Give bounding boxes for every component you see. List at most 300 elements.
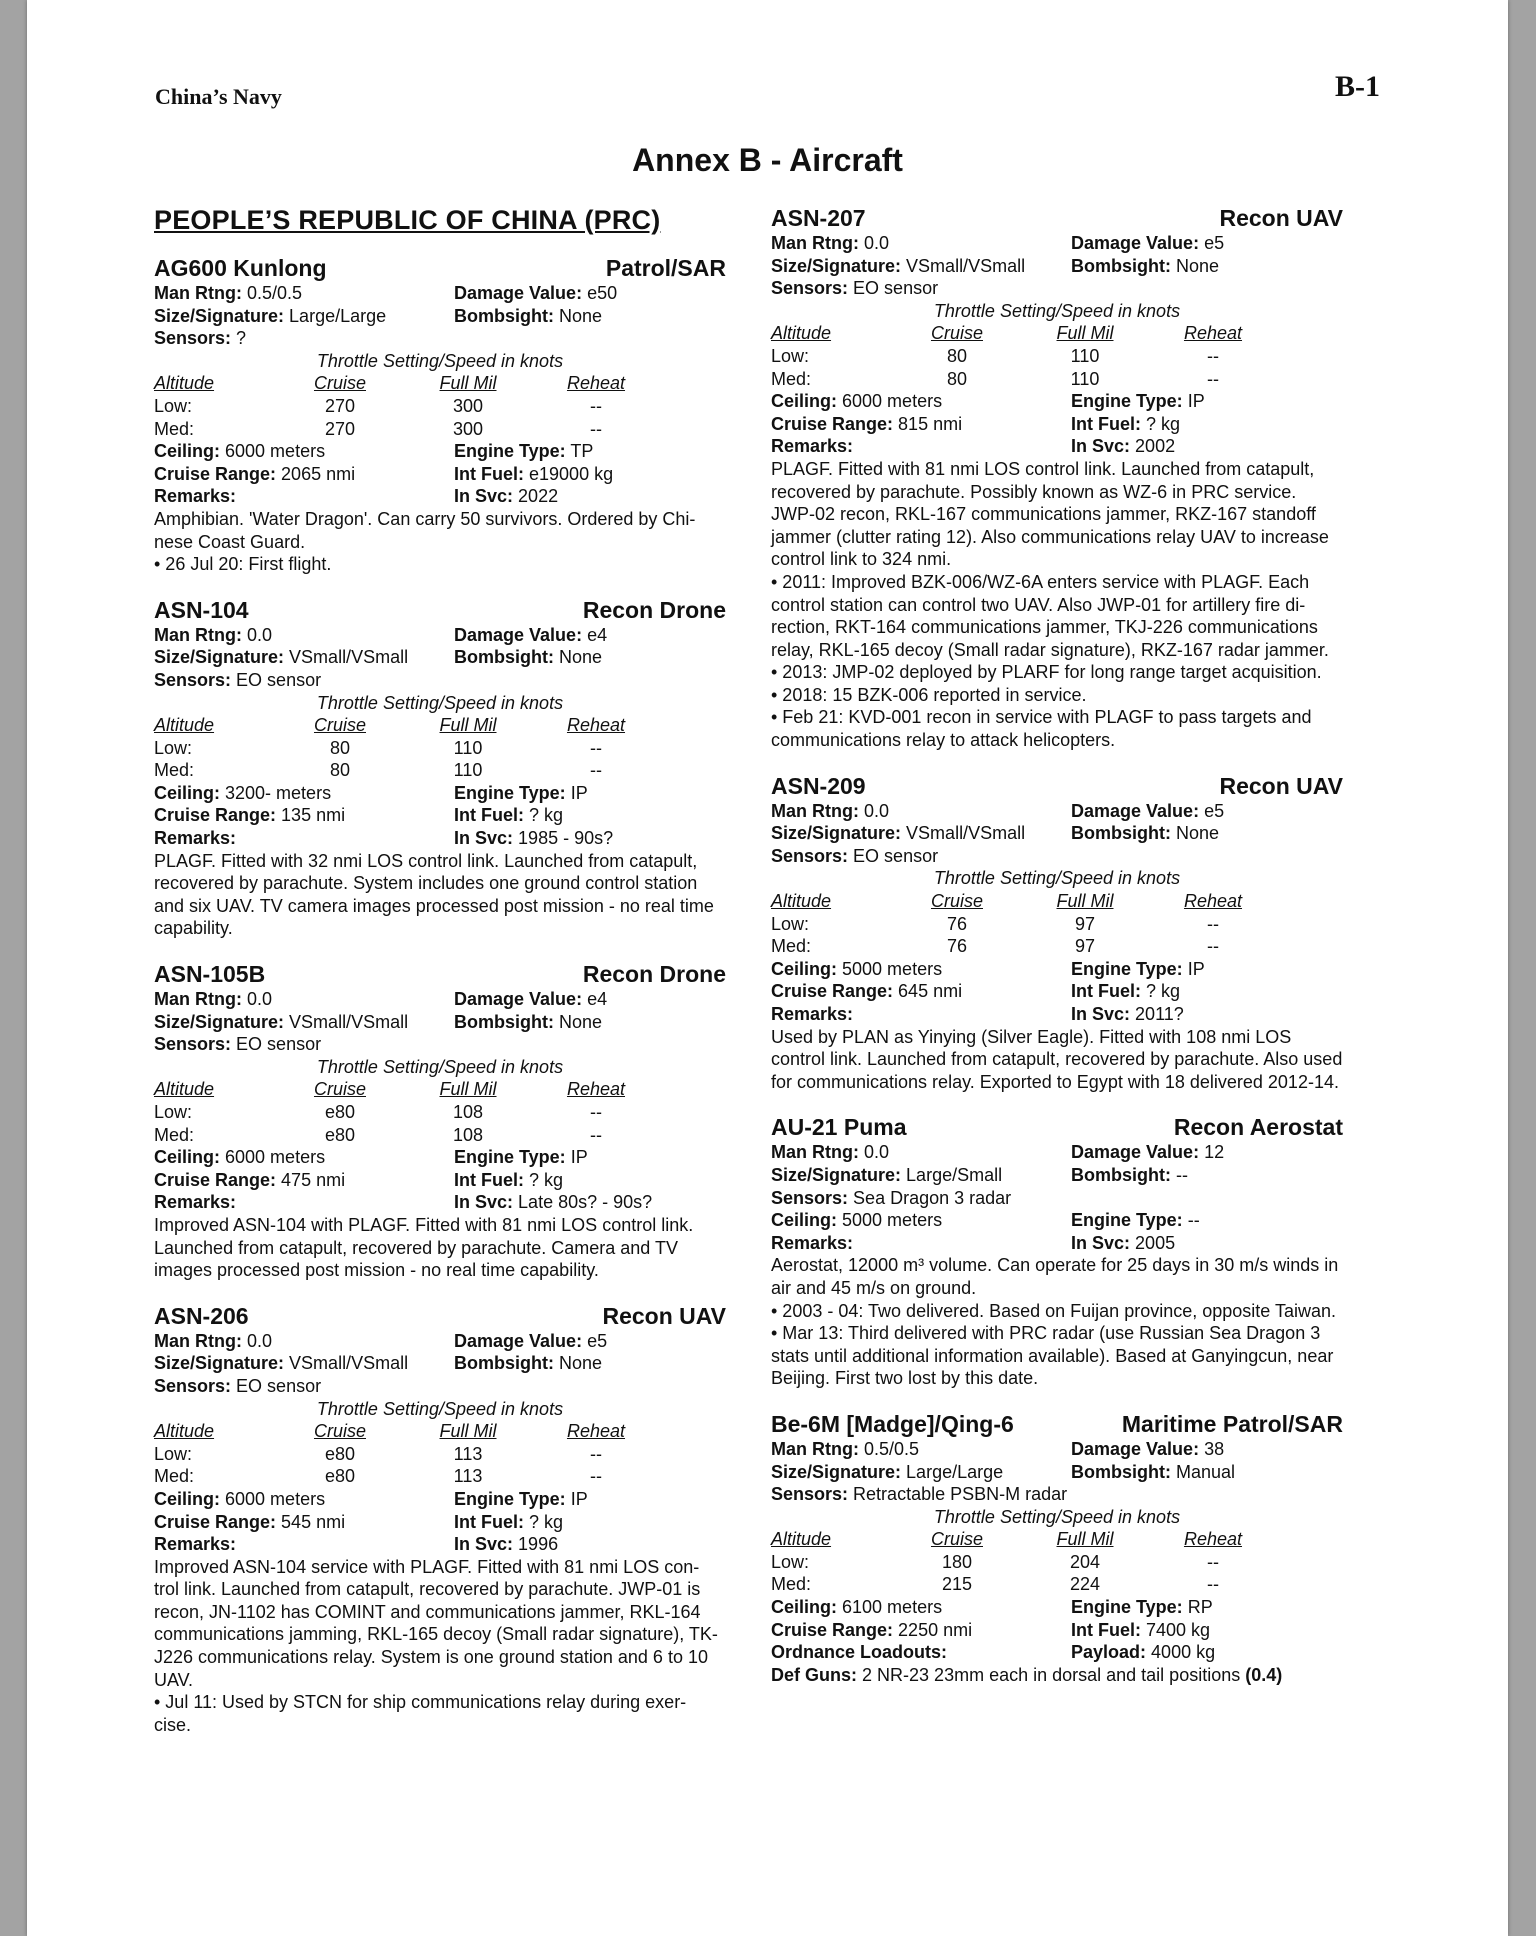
speed-row [154, 418, 726, 441]
cruise-range [771, 1619, 1071, 1642]
left-column [154, 204, 726, 1756]
field-row [771, 413, 1343, 436]
field-value: e50 [587, 283, 618, 303]
field-row [771, 1438, 1343, 1461]
field-value: 38 [1204, 1438, 1225, 1459]
field-value: 0.5/0.5 [247, 283, 303, 303]
aircraft-type: Recon Drone [582, 596, 726, 623]
field-value: 475 nmi [281, 1169, 346, 1190]
field-value: None [1176, 823, 1220, 844]
field-row [154, 1169, 726, 1192]
field-label: Bombsight: [1071, 1164, 1171, 1185]
field-label: Int Fuel: [454, 1511, 524, 1532]
field-value: None [559, 647, 603, 668]
bombsight [1071, 255, 1219, 278]
speed-reheat: -- [1207, 913, 1219, 934]
field-value: Sea Dragon 3 radar [853, 1187, 1012, 1208]
engine-type [454, 440, 593, 463]
field-value: 2002 [1135, 436, 1176, 457]
field-label: Remarks: [154, 486, 237, 507]
field-label: Damage Value: [1071, 233, 1200, 253]
field-label: Cruise Range: [771, 413, 894, 434]
int-fuel [1071, 1619, 1210, 1642]
field-value: 0.5/0.5 [864, 1438, 920, 1459]
field-row [154, 1146, 726, 1169]
in-svc [454, 827, 613, 850]
speed-row [771, 935, 1343, 958]
field-value: e5 [1204, 800, 1225, 821]
field-row [154, 463, 726, 486]
aircraft-type: Recon UAV [602, 1302, 726, 1329]
field-value: 12 [1204, 1142, 1225, 1163]
col-full-mil: Full Mil [439, 715, 497, 736]
size-signature [154, 1011, 454, 1034]
speed-reheat: -- [590, 760, 602, 781]
speed-row [154, 395, 726, 418]
throttle-caption: Throttle Setting/Speed in knots [933, 868, 1181, 889]
field-label: Sensors: [154, 328, 232, 349]
speed-altitude: Low: [771, 913, 810, 934]
remarks-label [771, 1003, 1071, 1026]
field-label: Damage Value: [1071, 1438, 1200, 1459]
engine-type [1071, 1596, 1213, 1619]
field-label: Remarks: [771, 1004, 854, 1024]
field-value: None [1176, 255, 1220, 276]
speed-cruise: 180 [941, 1551, 973, 1572]
aircraft-entry [154, 960, 726, 1282]
speed-reheat: -- [590, 737, 602, 758]
field-label: Int Fuel: [1071, 413, 1141, 434]
man-rtng [771, 800, 1071, 823]
field-label: Remarks: [771, 1232, 854, 1253]
speed-full-mil: 110 [453, 737, 483, 758]
field-label: Size/Signature: [154, 1353, 285, 1374]
speed-cruise: 76 [946, 913, 968, 934]
field-value: 5000 meters [842, 1210, 943, 1231]
field-label: Size/Signature: [154, 1011, 285, 1032]
field-value: EO sensor [236, 669, 322, 690]
field-label: Size/Signature: [771, 1164, 902, 1185]
entry-title [771, 204, 1343, 232]
field-value: IP [570, 1147, 588, 1168]
field-label: Bombsight: [454, 647, 554, 668]
field-label: Bombsight: [1071, 823, 1171, 844]
field-value: 6100 meters [842, 1597, 943, 1618]
field-label: Damage Value: [1071, 1142, 1200, 1163]
field-label: Bombsight: [454, 305, 554, 326]
sensors [154, 669, 726, 692]
field-label: Size/Signature: [154, 305, 285, 326]
field-value: 2065 nmi [281, 463, 356, 484]
speed-reheat: -- [1207, 1551, 1219, 1572]
speed-full-mil: 97 [1074, 936, 1096, 957]
col-cruise: Cruise [930, 323, 983, 344]
field-row [154, 1511, 726, 1534]
speed-cruise: e80 [324, 1102, 356, 1122]
col-reheat: Reheat [566, 1421, 626, 1442]
entry-title [154, 254, 726, 282]
field-row [771, 232, 1343, 255]
ceiling [154, 1488, 454, 1511]
entry-title [154, 1302, 726, 1330]
field-label: Size/Signature: [771, 1461, 902, 1482]
field-value: VSmall/VSmall [289, 647, 409, 668]
aircraft-type: Recon UAV [1219, 205, 1343, 231]
col-cruise: Cruise [313, 715, 366, 736]
field-label: Ceiling: [771, 391, 837, 412]
size-signature [771, 1164, 1071, 1187]
field-label: Bombsight: [1071, 1461, 1171, 1482]
field-label: Ceiling: [154, 782, 220, 803]
field-value: 0.0 [864, 1142, 890, 1163]
speed-cruise: 215 [941, 1574, 973, 1595]
speed-table-header [154, 372, 726, 395]
speed-full-mil: 110 [1070, 368, 1100, 389]
remarks-text: Improved ASN-104 with PLAGF. Fitted with 81 nmi LOS control link. Launched from catapult, recovered by parachute. Camera and TV images processed post mission - no real time capability. [154, 1214, 694, 1281]
man-rtng [154, 624, 454, 647]
col-full-mil: Full Mil [1056, 323, 1114, 344]
speed-cruise: 80 [329, 737, 351, 758]
size-signature [771, 1461, 1071, 1484]
engine-type [1071, 1209, 1200, 1232]
speed-row [154, 1101, 726, 1124]
field-label: Man Rtng: [154, 989, 242, 1010]
throttle-caption: Throttle Setting/Speed in knots [316, 350, 564, 371]
field-value: IP [570, 782, 588, 803]
aircraft-name: ASN-206 [154, 1302, 249, 1329]
speed-full-mil: 97 [1074, 913, 1096, 934]
entry-title [154, 960, 726, 988]
field-value: e4 [587, 989, 608, 1010]
aircraft-name: ASN-209 [771, 772, 866, 799]
ceiling [154, 782, 454, 805]
remarks-label [771, 1232, 1071, 1255]
field-value: None [559, 1011, 603, 1032]
field-value: 5000 meters [842, 958, 943, 979]
field-label: Ceiling: [154, 441, 220, 462]
entry-title [771, 772, 1343, 800]
bombsight [454, 1011, 602, 1034]
field-label: Engine Type: [1071, 1597, 1183, 1618]
field-value: ? kg [529, 1511, 564, 1532]
field-label: Remarks: [771, 436, 854, 457]
throttle-caption: Throttle Setting/Speed in knots [316, 1056, 564, 1077]
damage-value [1071, 232, 1224, 255]
field-label: Size/Signature: [771, 255, 902, 276]
speed-row [771, 1551, 1343, 1574]
man-rtng [154, 282, 454, 305]
col-altitude: Altitude [154, 1079, 215, 1100]
field-row [771, 1141, 1343, 1164]
field-value: 815 nmi [898, 413, 963, 434]
aircraft-entry [771, 1410, 1343, 1687]
field-label: Ceiling: [771, 1597, 837, 1618]
speed-full-mil: 113 [453, 1443, 483, 1464]
field-value: Manual [1176, 1461, 1236, 1482]
col-reheat: Reheat [566, 715, 626, 736]
annex-title: Annex B - Aircraft [632, 142, 903, 178]
aircraft-type: Recon Drone [582, 961, 726, 988]
field-value: 2011? [1135, 1004, 1184, 1024]
col-altitude: Altitude [154, 715, 215, 736]
field-row [771, 255, 1343, 278]
speed-table-header [154, 1078, 726, 1101]
cruise-range [154, 463, 454, 486]
field-row [154, 485, 726, 508]
field-value: None [559, 1353, 603, 1374]
speed-full-mil: 108 [452, 1102, 484, 1122]
speed-reheat: -- [1207, 936, 1219, 957]
field-label: Ceiling: [771, 958, 837, 979]
bombsight [454, 305, 602, 328]
aircraft-entry [771, 1113, 1343, 1390]
field-label: Engine Type: [454, 1147, 566, 1168]
sensors [771, 1187, 1343, 1210]
field-value: -- [1176, 1164, 1188, 1185]
field-label: Sensors: [771, 1187, 849, 1208]
field-label: Remarks: [154, 1192, 237, 1213]
field-label: In Svc: [454, 486, 514, 507]
speed-row [771, 345, 1343, 368]
field-row [771, 1641, 1343, 1664]
remarks-label [154, 827, 454, 850]
field-value: e19000 kg [529, 463, 614, 484]
speed-reheat: -- [590, 1443, 602, 1464]
size-signature [154, 646, 454, 669]
page-number: B-1 [1335, 70, 1380, 103]
field-value: ? kg [1146, 413, 1181, 434]
field-value: EO sensor [236, 1034, 322, 1055]
speed-reheat: -- [590, 1466, 602, 1487]
int-fuel [454, 1511, 563, 1534]
speed-altitude: Med: [154, 760, 195, 781]
int-fuel [454, 1169, 563, 1192]
aircraft-entry [154, 1302, 726, 1737]
field-label: Engine Type: [1071, 1210, 1183, 1231]
speed-cruise: 270 [324, 395, 356, 416]
in-svc [1071, 435, 1175, 458]
bombsight [454, 1352, 602, 1375]
aircraft-entry [154, 596, 726, 940]
cruise-range [771, 413, 1071, 436]
field-label: Cruise Range: [154, 1511, 277, 1532]
field-row [771, 1461, 1343, 1484]
def-guns-rating: (0.4) [1245, 1664, 1283, 1685]
field-value: 0.0 [864, 233, 890, 253]
speed-altitude: Med: [154, 1124, 195, 1145]
field-value: 7400 kg [1146, 1619, 1211, 1640]
field-label: Man Rtng: [154, 624, 242, 645]
document-page [27, 0, 1508, 1936]
sensors [771, 1483, 1343, 1506]
field-label: Payload: [1071, 1642, 1147, 1663]
col-cruise: Cruise [930, 1529, 983, 1550]
engine-type [1071, 958, 1205, 981]
damage-value [454, 624, 607, 647]
speed-row [154, 1465, 726, 1488]
ceiling [771, 390, 1071, 413]
field-value: 0.0 [247, 624, 273, 645]
field-label: Engine Type: [1071, 958, 1183, 979]
speed-full-mil: 300 [452, 418, 484, 439]
field-label: Size/Signature: [771, 823, 902, 844]
speed-cruise: 80 [329, 760, 351, 781]
speed-row [154, 1443, 726, 1466]
remarks-text: • Feb 21: KVD-001 recon in service with PLAGF to pass targets and communications relay to attack helicopters. [771, 707, 1312, 751]
field-label: Engine Type: [454, 782, 566, 803]
speed-row [154, 1124, 726, 1147]
speed-table-header [771, 322, 1343, 345]
aircraft-name: AG600 Kunlong [154, 255, 327, 281]
field-value: 1996 [518, 1534, 559, 1555]
field-label: Def Guns: [771, 1664, 858, 1685]
field-value: None [559, 305, 603, 326]
throttle-caption: Throttle Setting/Speed in knots [316, 692, 564, 713]
aircraft-type: Maritime Patrol/SAR [1121, 1410, 1343, 1437]
aircraft-name: Be-6M [Madge]/Qing-6 [771, 1410, 1014, 1437]
man-rtng [771, 1141, 1071, 1164]
remarks-text: • 2011: Improved BZK-006/WZ-6A enters service with PLAGF. Each control station can control two UAV. Also JWP-01 for artillery fire di- rection, RKT-164 communications jammer, TKJ-226 communications relay, RKL-165 decoy (Small radar signature), RKZ-167 radar jammer. [771, 571, 1329, 660]
field-label: Int Fuel: [454, 805, 524, 826]
field-value: 1985 - 90s? [518, 828, 614, 849]
field-label: Int Fuel: [454, 1169, 524, 1190]
field-value: 545 nmi [281, 1511, 346, 1532]
col-full-mil: Full Mil [1056, 891, 1114, 912]
col-cruise: Cruise [313, 1421, 366, 1442]
size-signature [771, 255, 1071, 278]
ceiling [154, 1146, 454, 1169]
speed-row [154, 759, 726, 782]
col-altitude: Altitude [771, 323, 832, 344]
remarks-text: PLAGF. Fitted with 81 nmi LOS control link. Launched from catapult, recovered by parachute. Possibly known as WZ-6 in PRC service. JWP-02 recon, RKL-167 communications jammer, RKZ-167 standoff jammer (clutter rating 12). Also communications relay UAV to increase control link to 324 nmi. [771, 458, 1329, 570]
entry-title [154, 596, 726, 624]
speed-cruise: e80 [324, 1466, 356, 1487]
field-label: Man Rtng: [771, 233, 859, 253]
speed-altitude: Med: [771, 1574, 812, 1595]
aircraft-type: Recon UAV [1219, 772, 1343, 799]
speed-row [771, 368, 1343, 391]
field-label: Sensors: [771, 278, 849, 299]
in-svc [454, 1533, 558, 1556]
field-row [771, 390, 1343, 413]
throttle-caption: Throttle Setting/Speed in knots [316, 1398, 564, 1419]
field-label: Cruise Range: [771, 1619, 894, 1640]
bombsight [1071, 822, 1219, 845]
field-value: 2022 [518, 486, 559, 507]
field-row [771, 1003, 1343, 1026]
sensors [154, 1375, 726, 1398]
speed-cruise: 270 [324, 418, 356, 439]
field-label: Damage Value: [454, 1330, 583, 1351]
damage-value [454, 988, 607, 1011]
cruise-range [771, 980, 1071, 1003]
country-heading: PEOPLE’S REPUBLIC OF CHINA (PRC) [154, 205, 661, 235]
field-value: 0.0 [247, 989, 273, 1010]
speed-reheat: -- [590, 418, 602, 439]
field-value: ? kg [529, 1169, 564, 1190]
field-label: Damage Value: [454, 624, 583, 645]
speed-row [771, 913, 1343, 936]
speed-reheat: -- [590, 1102, 602, 1122]
speed-table-header [154, 1420, 726, 1443]
sensors [771, 277, 1343, 300]
speed-table-header [154, 714, 726, 737]
speed-table-header [771, 890, 1343, 913]
field-value: 6000 meters [225, 1147, 326, 1168]
field-label: Int Fuel: [1071, 1619, 1141, 1640]
field-value: Large/Small [906, 1164, 1003, 1185]
field-label: Remarks: [154, 1534, 237, 1555]
field-label: Cruise Range: [771, 981, 894, 1002]
field-row [154, 282, 726, 305]
speed-row [154, 737, 726, 760]
speed-table-header [771, 1528, 1343, 1551]
field-label: Bombsight: [1071, 255, 1171, 276]
bombsight [1071, 1461, 1235, 1484]
field-value: Large/Large [289, 305, 387, 326]
field-value: RP [1187, 1597, 1213, 1618]
field-label: Ceiling: [154, 1488, 220, 1509]
field-label: Size/Signature: [154, 647, 285, 668]
speed-row [771, 1573, 1343, 1596]
field-row [154, 1191, 726, 1214]
field-label: Man Rtng: [771, 1142, 859, 1163]
field-label: Cruise Range: [154, 1169, 277, 1190]
payload [1071, 1641, 1215, 1664]
speed-altitude: Med: [771, 368, 812, 389]
field-value: 6000 meters [842, 391, 943, 412]
engine-type [454, 782, 588, 805]
field-label: Damage Value: [454, 283, 583, 303]
field-label: Engine Type: [454, 441, 566, 462]
speed-altitude: Low: [154, 1443, 193, 1464]
int-fuel [454, 463, 613, 486]
field-value: -- [1187, 1210, 1200, 1231]
int-fuel [454, 804, 563, 827]
field-row [154, 827, 726, 850]
in-svc [454, 1191, 652, 1214]
field-value: 645 nmi [898, 981, 963, 1002]
damage-value [454, 282, 617, 305]
ceiling [771, 1209, 1071, 1232]
remarks-text: • Mar 13: Third delivered with PRC radar (use Russian Sea Dragon 3 stats until additional information available). Based at Ganyingcun, near Beijing. First two lost by this date. [771, 1323, 1334, 1389]
throttle-caption: Throttle Setting/Speed in knots [933, 300, 1181, 321]
field-label: In Svc: [454, 1534, 514, 1555]
field-row [154, 988, 726, 1011]
field-value: e5 [1204, 233, 1225, 253]
field-label: Sensors: [771, 845, 849, 866]
cruise-range [154, 1169, 454, 1192]
field-label: Int Fuel: [1071, 981, 1141, 1002]
col-altitude: Altitude [771, 1529, 832, 1550]
aircraft-entry [771, 772, 1343, 1094]
col-reheat: Reheat [1183, 891, 1243, 912]
man-rtng [771, 1438, 1071, 1461]
field-value: IP [1187, 391, 1205, 412]
remarks-text: Improved ASN-104 service with PLAGF. Fitted with 81 nmi LOS con- trol link. Launched from catapult, recovered by parachute. JWP-01 is recon, JN-1102 has COMINT and communications jammer, RKL-164 communications jamming, RKL-165 decoy (Small radar signature), TK-J226 communications relay. System is one ground station and 6 to 10 UAV. [154, 1556, 718, 1690]
col-reheat: Reheat [566, 373, 626, 394]
in-svc [454, 485, 558, 508]
remarks-label [154, 485, 454, 508]
field-value: 6000 meters [225, 1488, 326, 1509]
speed-reheat: -- [590, 395, 602, 416]
speed-cruise: e80 [324, 1124, 356, 1145]
field-label: Sensors: [771, 1484, 849, 1505]
speed-altitude: Med: [771, 936, 812, 957]
field-row [771, 1619, 1343, 1642]
field-value: Late 80s? - 90s? [518, 1192, 653, 1213]
right-column [771, 204, 1343, 1706]
